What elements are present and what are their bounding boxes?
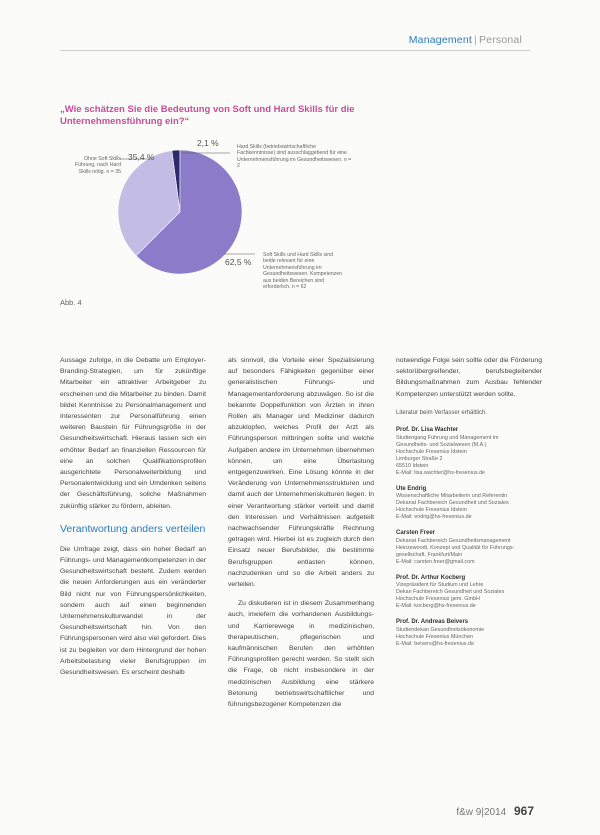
subsection-label: Personal — [478, 34, 522, 46]
page-header — [409, 34, 522, 46]
slice-large-pct: 62,5 % — [225, 257, 252, 267]
page-number: 967 — [513, 804, 534, 818]
author-detail: Studiengang Führung und Management im — [396, 434, 499, 441]
slice-large-desc: Soft Skills und Hard Skills sind beide relevant für eine Unternehmensführung im Gesundheitswesen. Kompetenzen aus beiden Bereichen sind erforderlich. n = 62 — [263, 252, 343, 291]
author-block — [396, 575, 542, 611]
author-detail: Gesundheits- und Sozialwesen (M.A.) — [396, 441, 487, 448]
author-detail: Limburger Straße 2 — [396, 455, 443, 462]
header-rule — [60, 50, 530, 51]
paragraph: Die Umfrage zeigt, dass ein hoher Bedarf an Führungs- und Managementkompetenzen in der Gesundheitswirtschaft besteht. Zudem werden die neuen Anforderungen aus ein veränderter Bild nicht nur von Führungspersönlichkeiten, sondern auch auf einen beginnenden Unternehmenskulturwandel in der Gesundheitswirtschaft hin. Von den Führungspersonen wird also viel gefordert. Dies ist zu begleiten vor dem Hintergrund der hohen Arbeitsbelastung vieler Berufsgruppen im Gesundheitswesen. Es erscheint deshalb — [60, 545, 206, 677]
author-detail: E-Mail: lisa.wachter@hs-fresenius.de — [396, 469, 486, 476]
text-column-2 — [228, 355, 374, 718]
author-name: Ute Endrig — [396, 485, 427, 492]
author-detail: gesellschaft, Frankfurt/Main — [396, 551, 463, 558]
author-detail: E-Mail: carsten.freer@gmail.com — [396, 558, 475, 565]
author-detail: Studiendekan Gesundheitsökonomie — [396, 626, 485, 633]
paragraph: notwendige Folge sein sollte oder die Förderung sektorübergreifender, berufsbegleitender Bildungsmaßnahmen zum Ausbau fehlender Kompetenzen unterstützt werden sollte. — [396, 357, 542, 398]
author-detail: Wissenschaftliche Mitarbeiterin und Referentin — [396, 493, 508, 500]
author-detail: E-Mail: endrig@hs-fresenius.de — [396, 514, 472, 521]
slice-medium-desc: Ohne Soft Skills Führung, nach Hard Skills nötig. n = 35 — [74, 156, 121, 175]
author-name: Prof. Dr. Andreas Beivers — [396, 619, 469, 626]
author-detail: E-Mail: beivers@hs-fresenius.de — [396, 640, 474, 647]
slice-medium-pct: 35,4 % — [128, 152, 155, 162]
author-detail: E-Mail: kocberg@hs-fresenius.de — [396, 603, 476, 610]
author-detail: Hochschule Fresenius Idstein — [396, 507, 467, 514]
paragraph: Aussage zufolge, in die Debatte um Employer-Branding-Strategien, um für zukünftige Mitarbeiter ein attraktiver Arbeitgeber zu erscheinen und die Mitarbeiter zu binden. Damit bildet Kenntnisse zu Personalmanagement und Interessenten zur Personalführung einen weiteren Baustein für Führungsgröße in der Gesundheitswirtschaft. Hieraus lassen sich ein erhöhter Bedarf an finanziellen Ressourcen für eine an solchen Qualifikationsprofilen ausgerichtete Personalweiterbildung und Personalentwicklung und ein Umdenken seitens der Geschäftsführung, sollche Maßnahmen zukünftig stärker zu fördern, ableiten. — [60, 357, 206, 510]
pie-slices — [118, 150, 242, 274]
chart-title: „Wie schätzen Sie die Bedeutung von Soft und Hard Skills für die Unternehmensführung ein?“ — [60, 104, 355, 127]
author-detail: 65510 Idstein — [396, 462, 429, 469]
slice-small-pct: 2,1 % — [197, 138, 219, 148]
author-name: Prof. Dr. Lisa Wachter — [396, 427, 459, 434]
slice-small-desc: Hard Skills (betriebswirtschaftliche Fachkenntnisse) sind ausschlaggebend für eine Unternehmensführung im Gesundheitswesen. n = 2 — [237, 144, 352, 170]
author-detail: Heinzewoodt, Konzept und Qualität für Führungs- — [396, 544, 515, 551]
author-block — [396, 486, 542, 522]
author-detail: Dekanat Fachbereich Gesundheit und Soziales — [396, 500, 509, 507]
section-label: Management — [408, 34, 473, 46]
author-block — [396, 427, 542, 477]
literature-note: Literatur beim Verfasser erhältlich. — [396, 409, 488, 416]
subheading: Verantwortung anders verteilen — [60, 522, 206, 535]
author-name: Carsten Freer — [396, 530, 436, 537]
author-list — [396, 427, 542, 648]
paragraph: Zu diskutieren ist in diesem Zusammenhang auch, inwiefern die vorhandenen Ausbildungs- und Karrierewege in medizinischen, therapeutischen, pflegerischen und kaufmännischen Berufen den erhöhten Führungsprofilen gerecht werden. So stellt sich die Frage, ob nicht insbesondere in der medizinischen Ausbildung eine stärkere Betonung betriebswirtschaftlicher und führungsbezogener Kompetenzen die — [228, 600, 374, 709]
paragraph: als sinnvoll, die Vorteile einer Spezialisierung auf besonders Fähigkeiten gegenüber einer generalistischen Führungs- und Managementanforderung abzuwägen. So ist die bekannte Doppelfunktion von Ärzten in ihren Rollen als Manager und Mediziner dadurch abzuklopfen, welches Profil der Arzt als Führungsperson mitbringen sollte und welche Aufgaben andere im Unternehmen übernehmen können, um eine Überlastung entgegenzuwirken. Eine Lösung könnte in der Veränderung von Unternehmensstrukturen und damit auch der Unternehmenskulturen liegen. In einer Verantwortung stärker verteilt und damit den Interessen und Verhältnissen aufgeteilt nachwachsender Führungskräfte Rechnung getragen wird. Hierbei ist es zugleich durch den Einsatz neuer Berufsbilder, die bestimmte Berufsgruppen entlasten können, nachzudenken und so die Arbeit anders zu verteilen. — [228, 357, 374, 589]
author-detail: Hochschule Fresenius gem. GmbH — [396, 596, 480, 603]
header-separator: | — [474, 34, 477, 46]
author-detail: Dekan Fachbereich Gesundheit und Soziales — [396, 589, 505, 596]
issue-label: 9|2014 — [475, 807, 507, 818]
author-block — [396, 530, 542, 566]
page-footer — [456, 804, 534, 818]
author-detail: Dekanat Fachbereich Gesundheitsmanagement — [396, 537, 511, 544]
figure-caption: Abb. 4 — [60, 298, 82, 307]
author-detail: Vizepräsident für Studium und Lehre — [396, 582, 484, 589]
text-column-3 — [396, 355, 542, 657]
text-column-1 — [60, 355, 206, 686]
author-detail: Hochschule Fresenius Idstein — [396, 448, 467, 455]
author-detail: Hochschule Fresenius München — [396, 633, 474, 640]
journal-name: f&w — [456, 807, 473, 818]
author-block — [396, 619, 542, 648]
author-name: Prof. Dr. Arthur Kocberg — [396, 574, 466, 581]
